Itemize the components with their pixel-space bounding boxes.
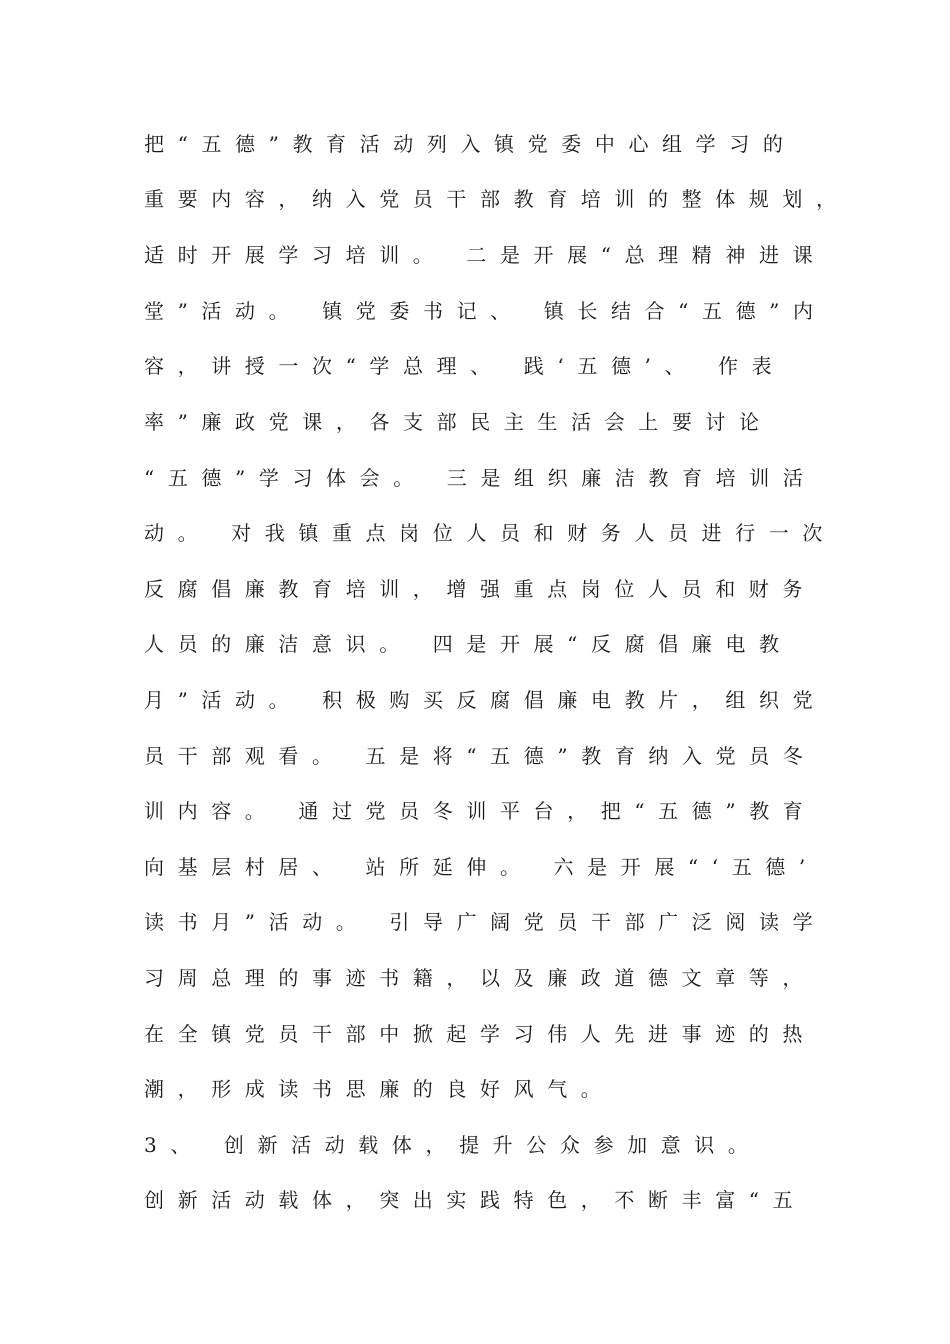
text-line: “五德”学习体会。 三是组织廉洁教育培训活 [144, 466, 817, 490]
text-line: 适时开展学习培训。 二是开展“总理精神进课 [144, 243, 827, 267]
text-line: 在全镇党员干部中掀起学习伟人先进事迹的热 [144, 1022, 816, 1046]
section-heading: 3、 创新活动载体，提升公众参加意识。 [144, 1133, 762, 1157]
text-line: 堂”活动。 镇党委书记、 镇长结合“五德”内 [144, 299, 827, 323]
text-line: 读书月”活动。 引导广阔党员干部广泛阅读学 [144, 910, 827, 934]
text-line: 容，讲授一次“学总理、 践‘五德’、 作表 [144, 354, 786, 378]
text-line: 率”廉政党课，各支部民主生活会上要讨论 [144, 410, 773, 434]
text-line: 向基层村居、 站所延伸。 六是开展“‘五德’ [144, 855, 819, 879]
text-line: 反腐倡廉教育培训，增强重点岗位人员和财务 [144, 577, 816, 601]
text-line: 员干部观看。 五是将“五德”教育纳入党员冬 [144, 744, 817, 768]
text-line: 动。 对我镇重点岗位人员和财务人员进行一次 [144, 521, 836, 545]
text-line: 习周总理的事迹书籍，以及廉政道德文章等， [144, 966, 816, 990]
text-line: 潮，形成读书思廉的良好风气。 [144, 1077, 615, 1101]
text-line: 人员的廉洁意识。 四是开展“反腐倡廉电教 [144, 632, 793, 656]
text-line: 重要内容，纳入党员干部教育培训的整体规划， [144, 187, 850, 211]
text-line: 月”活动。 积极购买反腐倡廉电教片，组织党 [144, 688, 827, 712]
text-line: 把“五德”教育活动列入镇党委中心组学习的 [144, 132, 797, 156]
text-line: 创新活动载体，突出实践特色，不断丰富“五 [144, 1188, 807, 1212]
text-line: 训内容。 通过党员冬训平台，把“五德”教育 [144, 799, 817, 823]
